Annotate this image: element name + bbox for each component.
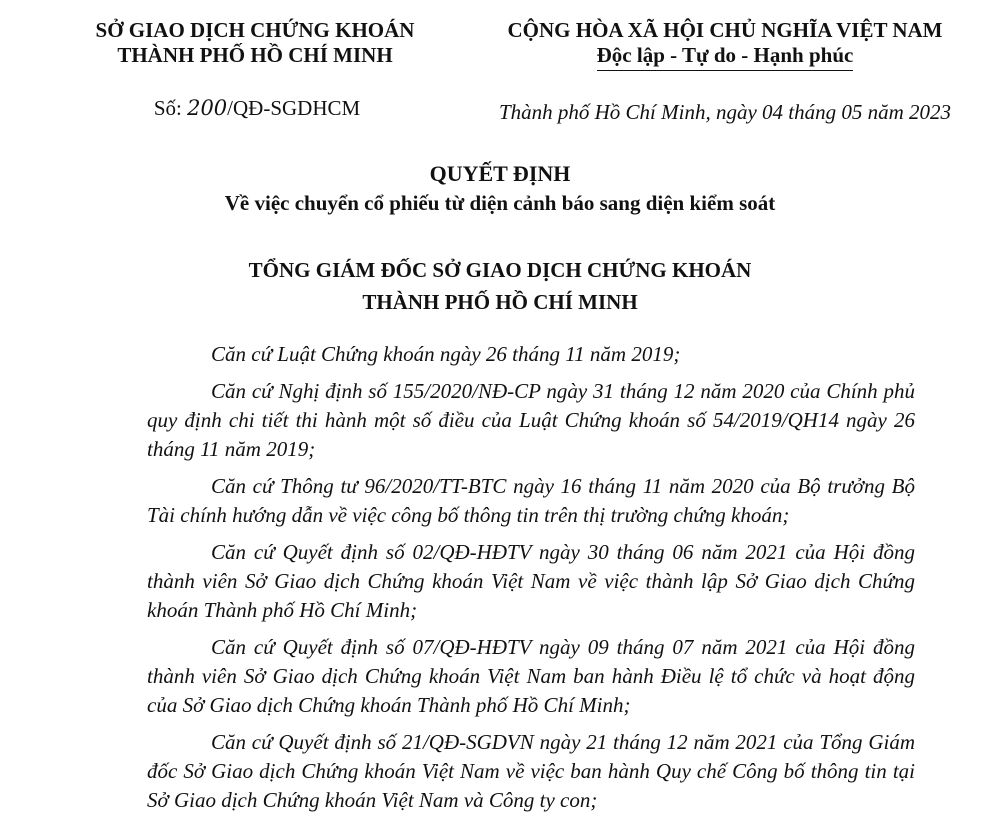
legal-basis-item: Căn cứ Thông tư 96/2020/TT-BTC ngày 16 tháng 11 năm 2020 của Bộ trưởng Bộ Tài chính hướng dẫn về việc công bố thông tin trên thị trường chứng khoán;: [147, 474, 915, 527]
legal-basis-item: Căn cứ Quyết định số 02/QĐ-HĐTV ngày 30 tháng 06 năm 2021 của Hội đồng thành viên Sở Giao dịch Chứng khoán Việt Nam về việc thành lập Sở Giao dịch Chứng khoán Thành phố Hồ Chí Minh;: [147, 540, 915, 622]
issuing-agency-line1: SỞ GIAO DỊCH CHỨNG KHOÁN: [95, 18, 415, 42]
national-motto: Độc lập - Tự do - Hạnh phúc: [597, 43, 854, 71]
legal-basis-item: Căn cứ Luật Chứng khoán ngày 26 tháng 11 năm 2019;: [211, 342, 681, 366]
national-title: CỘNG HÒA XÃ HỘI CHỦ NGHĨA VIỆT NAM: [507, 18, 943, 42]
legal-basis-item: Căn cứ Nghị định số 155/2020/NĐ-CP ngày 31 tháng 12 năm 2020 của Chính phủ quy định chi tiết thi hành một số điều của Luật Chứng khoán số 54/2019/QH14 ngày 26 tháng 11 năm 2019;: [147, 379, 915, 461]
legal-basis-item: Căn cứ Quyết định số 07/QĐ-HĐTV ngày 09 tháng 07 năm 2021 của Hội đồng thành viên Sở Giao dịch Chứng khoán Việt Nam ban hành Điều lệ tổ chức và hoạt động của Sở Giao dịch Chứng khoán Thành phố Hồ Chí Minh;: [147, 635, 915, 717]
document-number-suffix: /QĐ-SGDHCM: [227, 96, 361, 120]
authority-line2: THÀNH PHỐ HỒ CHÍ MINH: [362, 290, 638, 314]
decision-heading: [0, 160, 1000, 218]
authority-line1: TỔNG GIÁM ĐỐC SỞ GIAO DỊCH CHỨNG KHOÁN: [248, 258, 752, 282]
decision-title: QUYẾT ĐỊNH: [429, 161, 571, 186]
legal-bases: [147, 340, 915, 823]
legal-basis-item: Căn cứ Quyết định số 21/QĐ-SGDVN ngày 21 tháng 12 năm 2021 của Tổng Giám đốc Sở Giao dịch Chứng khoán Việt Nam về việc ban hành Quy chế Công bố thông tin tại Sở Giao dịch Chứng khoán Việt Nam và Công ty con;: [147, 730, 915, 812]
issuing-agency: [70, 18, 440, 68]
place-and-date: Thành phố Hồ Chí Minh, ngày 04 tháng 05 năm 2023: [498, 100, 952, 124]
issuing-agency-line2: THÀNH PHỐ HỒ CHÍ MINH: [117, 43, 393, 67]
authority-heading: [0, 254, 1000, 318]
document-number-handwritten: 200: [187, 96, 228, 120]
national-header: [470, 18, 980, 71]
document-number: [72, 96, 442, 121]
decision-subject: Về việc chuyển cổ phiếu từ diện cảnh báo sang diện kiểm soát: [224, 191, 776, 215]
document-number-prefix: Số:: [153, 96, 188, 120]
